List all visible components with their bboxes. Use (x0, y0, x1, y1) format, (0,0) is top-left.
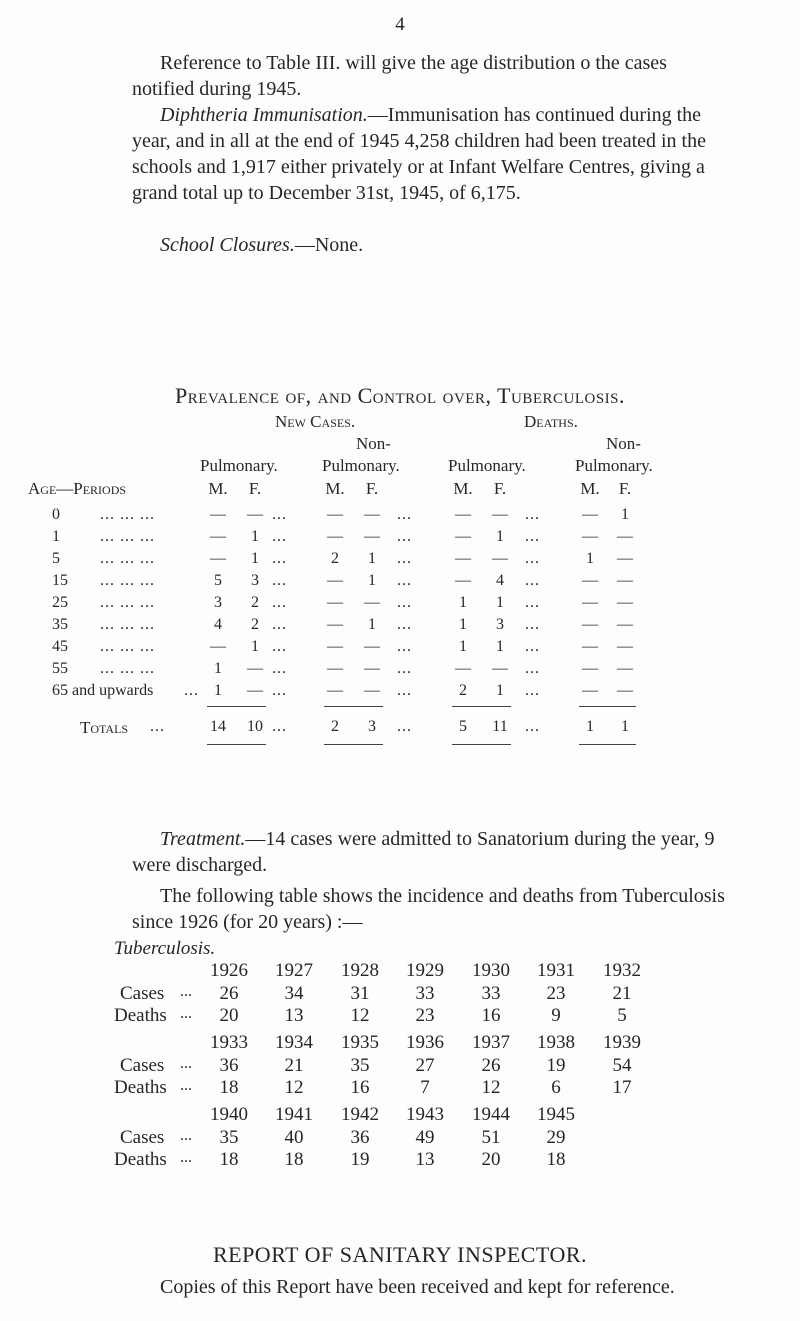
sex-header: M. (208, 479, 228, 498)
cases-cell: 29 (546, 1127, 566, 1148)
cases-cell: 36 (350, 1127, 370, 1148)
deaths-cell: 19 (350, 1149, 370, 1170)
year-header: 1940 (210, 1104, 248, 1125)
table-cell: — (364, 682, 380, 699)
year-header: 1932 (603, 960, 641, 981)
year-header: 1941 (275, 1104, 313, 1125)
table-cell: 1 (496, 638, 504, 655)
leader-dots: ... ... ... (100, 616, 155, 633)
deaths-label: Deaths (114, 1077, 167, 1098)
following-paragraph: The following table shows the incidence and deaths from Tuberculosis since 1926 (for 20 years) :— (132, 885, 725, 933)
cases-cell: 49 (415, 1127, 435, 1148)
non-label-1: Non- (356, 434, 391, 453)
table-cell: — (455, 506, 471, 523)
table-rule (324, 706, 383, 707)
table-cell: — (617, 550, 633, 567)
year-header: 1943 (406, 1104, 444, 1125)
deaths-label: Deaths (114, 1005, 167, 1026)
column-dots: ... (397, 638, 412, 655)
year-header: 1934 (275, 1032, 313, 1053)
school-closures-paragraph (132, 232, 732, 258)
sex-header: F. (248, 479, 262, 498)
table-cell: — (210, 638, 226, 655)
table-rule (207, 706, 266, 707)
school-closures-text: —None. (294, 234, 364, 256)
table-cell: 1 (459, 594, 467, 611)
year-header: 1944 (472, 1104, 510, 1125)
table-cell: — (617, 638, 633, 655)
table-cell: — (364, 594, 380, 611)
table-rule (579, 744, 636, 745)
table-cell: — (617, 660, 633, 677)
leader-dots: ... (180, 1077, 192, 1094)
cases-label: Cases (120, 1127, 165, 1148)
column-dots: ... (525, 660, 540, 677)
table-cell: 3 (496, 616, 504, 633)
deaths-cell: 12 (284, 1077, 304, 1098)
column-dots: ... (272, 550, 287, 567)
deaths-cell: 13 (415, 1149, 435, 1170)
year-header: 1939 (603, 1032, 641, 1053)
column-dots: ... (525, 506, 540, 523)
table-cell: — (617, 616, 633, 633)
table-cell: 1 (459, 638, 467, 655)
cases-cell: 27 (415, 1055, 435, 1076)
column-dots: ... (272, 660, 287, 677)
leader-dots: ... ... ... (100, 594, 155, 611)
year-header: 1929 (406, 960, 444, 981)
diphtheria-heading: Diphtheria Immunisation. (160, 104, 368, 126)
tuberculosis-subheading: Tuberculosis. (114, 938, 216, 959)
cases-cell: 33 (481, 983, 501, 1004)
table-cell: 1 (496, 682, 504, 699)
age-period-label: 1 (52, 528, 60, 545)
table-cell: — (210, 528, 226, 545)
column-dots: ... (525, 718, 540, 735)
table-cell: — (492, 506, 508, 523)
age-period-label: 15 (52, 572, 68, 589)
cases-cell: 26 (481, 1055, 501, 1076)
table-cell: — (327, 638, 343, 655)
deaths-cell: 5 (617, 1005, 627, 1026)
column-dots: ... (272, 572, 287, 589)
age-period-label: 25 (52, 594, 68, 611)
table-rule (324, 744, 383, 745)
leader-dots: ... (180, 1149, 192, 1166)
table-cell: 1 (368, 616, 376, 633)
table-cell: 1 (251, 550, 259, 567)
age-period-label: 45 (52, 638, 68, 655)
table-cell: 1 (459, 616, 467, 633)
deaths-cell: 6 (551, 1077, 561, 1098)
table-cell: — (582, 594, 598, 611)
table-cell: 2 (251, 616, 259, 633)
column-dots: ... (397, 682, 412, 699)
leader-dots: ... ... ... (100, 638, 155, 655)
diphtheria-paragraph (132, 102, 732, 206)
table-cell: — (210, 506, 226, 523)
leader-dots: ... ... ... (100, 660, 155, 677)
year-header: 1927 (275, 960, 313, 981)
total-cell: 1 (586, 718, 594, 735)
table-cell: — (455, 550, 471, 567)
table-cell: — (617, 682, 633, 699)
column-dots: ... (272, 528, 287, 545)
total-cell: 5 (459, 718, 467, 735)
deaths-cell: 23 (415, 1005, 435, 1026)
age-period-label: 55 (52, 660, 68, 677)
column-dots: ... (525, 550, 540, 567)
deaths-cell: 18 (546, 1149, 566, 1170)
table-cell: — (582, 682, 598, 699)
column-dots: ... (525, 594, 540, 611)
cases-cell: 33 (415, 983, 435, 1004)
table-cell: 1 (496, 594, 504, 611)
leader-dots: ... (180, 1127, 192, 1144)
deaths-cell: 9 (551, 1005, 561, 1026)
cases-label: Cases (120, 983, 165, 1004)
table-cell: 2 (459, 682, 467, 699)
total-cell: 3 (368, 718, 376, 735)
school-closures-heading: School Closures. (160, 234, 295, 256)
treatment-text: —14 cases were admitted to Sanatorium during the year, 9 were discharged. (132, 828, 715, 876)
pulmonary-header-1: Pulmonary. (200, 456, 278, 475)
table-cell: — (327, 594, 343, 611)
total-cell: 11 (492, 718, 508, 735)
table-cell: 1 (214, 660, 222, 677)
column-dots: ... (397, 660, 412, 677)
cases-cell: 34 (284, 983, 304, 1004)
column-dots: ... (525, 638, 540, 655)
table-cell: — (617, 594, 633, 611)
total-cell: 10 (247, 718, 263, 735)
table-cell: 4 (496, 572, 504, 589)
leader-dots: ... (180, 983, 192, 1000)
deaths-cell: 20 (219, 1005, 239, 1026)
cases-cell: 51 (481, 1127, 501, 1148)
table-cell: — (582, 572, 598, 589)
table-cell: — (327, 660, 343, 677)
table-cell: 1 (368, 572, 376, 589)
totals-label: Totals (80, 718, 129, 737)
column-dots: ... (397, 506, 412, 523)
table-cell: — (492, 660, 508, 677)
deaths-cell: 17 (612, 1077, 632, 1098)
table-cell: — (247, 660, 263, 677)
table-cell: 2 (251, 594, 259, 611)
cases-cell: 54 (612, 1055, 632, 1076)
column-dots: ... (272, 718, 287, 735)
table-cell: 1 (251, 528, 259, 545)
cases-cell: 19 (546, 1055, 566, 1076)
deaths-cell: 13 (284, 1005, 304, 1026)
table-cell: — (327, 528, 343, 545)
cases-cell: 31 (350, 983, 370, 1004)
leader-dots: ... (180, 1005, 192, 1022)
cases-cell: 40 (284, 1127, 304, 1148)
column-dots: ... (525, 572, 540, 589)
table-cell: 4 (214, 616, 222, 633)
table-cell: — (582, 660, 598, 677)
non-pulmonary-header-2: Pulmonary. (575, 456, 653, 475)
age-period-label: 5 (52, 550, 60, 567)
table-cell: 3 (214, 594, 222, 611)
age-period-label: 35 (52, 616, 68, 633)
table-cell: — (492, 550, 508, 567)
table-cell: — (617, 572, 633, 589)
treatment-paragraph (132, 826, 732, 878)
deaths-cell: 18 (219, 1077, 239, 1098)
new-cases-header: New Cases. (275, 412, 356, 431)
table-cell: 1 (496, 528, 504, 545)
column-dots: ... (272, 616, 287, 633)
pulmonary-header-2: Pulmonary. (448, 456, 526, 475)
cases-cell: 35 (350, 1055, 370, 1076)
year-header: 1935 (341, 1032, 379, 1053)
table-cell: 3 (251, 572, 259, 589)
tb-table-title: Prevalence of, and Control over, Tuberculosis. (174, 383, 626, 408)
leader-dots: ... (150, 718, 165, 735)
deaths-cell: 7 (420, 1077, 430, 1098)
table-cell: — (247, 506, 263, 523)
year-header: 1930 (472, 960, 510, 981)
year-header: 1942 (341, 1104, 379, 1125)
year-header: 1936 (406, 1032, 444, 1053)
total-cell: 1 (621, 718, 629, 735)
deaths-label: Deaths (114, 1149, 167, 1170)
year-header: 1945 (537, 1104, 575, 1125)
table-cell: — (582, 616, 598, 633)
deaths-cell: 16 (481, 1005, 501, 1026)
table-cell: — (364, 638, 380, 655)
table-cell: — (582, 638, 598, 655)
report-paragraph: Copies of this Report have been received and kept for reference. (160, 1276, 675, 1298)
table-rule (452, 744, 511, 745)
cases-cell: 35 (219, 1127, 239, 1148)
total-cell: 14 (210, 718, 226, 735)
table-cell: 2 (331, 550, 339, 567)
table-cell: 1 (214, 682, 222, 699)
age-period-label: 65 and upwards (52, 682, 154, 699)
deaths-cell: 16 (350, 1077, 370, 1098)
diphtheria-text: —Immunisation has continued during the year, and in all at the end of 1945 4,258 children had been treated in the schools and 1,917 either privately or at Infant Welfare Centres, giving a grand total up to December 31st, 1945, of 6,175. (132, 104, 706, 204)
table-cell: — (455, 528, 471, 545)
sex-header: F. (618, 479, 632, 498)
page-number: 4 (395, 14, 405, 35)
cases-cell: 21 (284, 1055, 304, 1076)
leader-dots: ... (180, 1055, 192, 1072)
table-cell: — (617, 528, 633, 545)
non-pulmonary-header-1: Pulmonary. (322, 456, 400, 475)
column-dots: ... (525, 682, 540, 699)
table-cell: — (327, 682, 343, 699)
table-cell: — (327, 572, 343, 589)
table-cell: 1 (586, 550, 594, 567)
column-dots: ... (397, 528, 412, 545)
table-cell: 1 (251, 638, 259, 655)
year-header: 1931 (537, 960, 575, 981)
sex-header: F. (365, 479, 379, 498)
table-cell: — (327, 506, 343, 523)
year-header: 1938 (537, 1032, 575, 1053)
table-cell: 5 (214, 572, 222, 589)
report-title: REPORT OF SANITARY INSPECTOR. (212, 1242, 588, 1267)
deaths-cell: 18 (219, 1149, 239, 1170)
sex-header: M. (453, 479, 473, 498)
column-dots: ... (397, 594, 412, 611)
leader-dots: ... ... ... (100, 550, 155, 567)
table-cell: — (364, 506, 380, 523)
table-cell: 1 (621, 506, 629, 523)
column-dots: ... (397, 572, 412, 589)
deaths-cell: 20 (481, 1149, 501, 1170)
table-cell: — (455, 572, 471, 589)
table-rule (579, 706, 636, 707)
table-cell: 1 (368, 550, 376, 567)
column-dots: ... (525, 616, 540, 633)
leader-dots: ... (184, 682, 199, 699)
table-cell: — (327, 616, 343, 633)
year-header: 1933 (210, 1032, 248, 1053)
age-period-label: 0 (52, 506, 60, 523)
table-cell: — (582, 528, 598, 545)
sex-header: M. (580, 479, 600, 498)
sex-header: F. (493, 479, 507, 498)
cases-cell: 21 (612, 983, 632, 1004)
cases-cell: 23 (546, 983, 566, 1004)
year-header: 1937 (472, 1032, 510, 1053)
cases-cell: 26 (219, 983, 239, 1004)
table-cell: — (364, 660, 380, 677)
intro-paragraph: Reference to Table III. will give the age distribution o the cases notified during 1945. (132, 52, 667, 100)
cases-cell: 36 (219, 1055, 239, 1076)
deaths-cell: 12 (481, 1077, 501, 1098)
cases-label: Cases (120, 1055, 165, 1076)
column-dots: ... (272, 506, 287, 523)
year-header: 1926 (210, 960, 248, 981)
sex-header: M. (325, 479, 345, 498)
table-rule (207, 744, 266, 745)
column-dots: ... (397, 550, 412, 567)
leader-dots: ... ... ... (100, 572, 155, 589)
leader-dots: ... ... ... (100, 506, 155, 523)
deaths-cell: 18 (284, 1149, 304, 1170)
column-dots: ... (397, 718, 412, 735)
table-cell: — (210, 550, 226, 567)
total-cell: 2 (331, 718, 339, 735)
table-cell: — (582, 506, 598, 523)
table-cell: — (364, 528, 380, 545)
non-label-2: Non- (606, 434, 641, 453)
table-cell: — (247, 682, 263, 699)
column-dots: ... (272, 638, 287, 655)
column-dots: ... (397, 616, 412, 633)
deaths-cell: 12 (350, 1005, 370, 1026)
deaths-header: Deaths. (524, 412, 578, 431)
column-dots: ... (525, 528, 540, 545)
treatment-heading: Treatment. (160, 828, 246, 850)
table-rule (452, 706, 511, 707)
leader-dots: ... ... ... (100, 528, 155, 545)
age-periods-header: Age—Periods (28, 479, 127, 498)
table-cell: — (455, 660, 471, 677)
year-header: 1928 (341, 960, 379, 981)
column-dots: ... (272, 682, 287, 699)
column-dots: ... (272, 594, 287, 611)
